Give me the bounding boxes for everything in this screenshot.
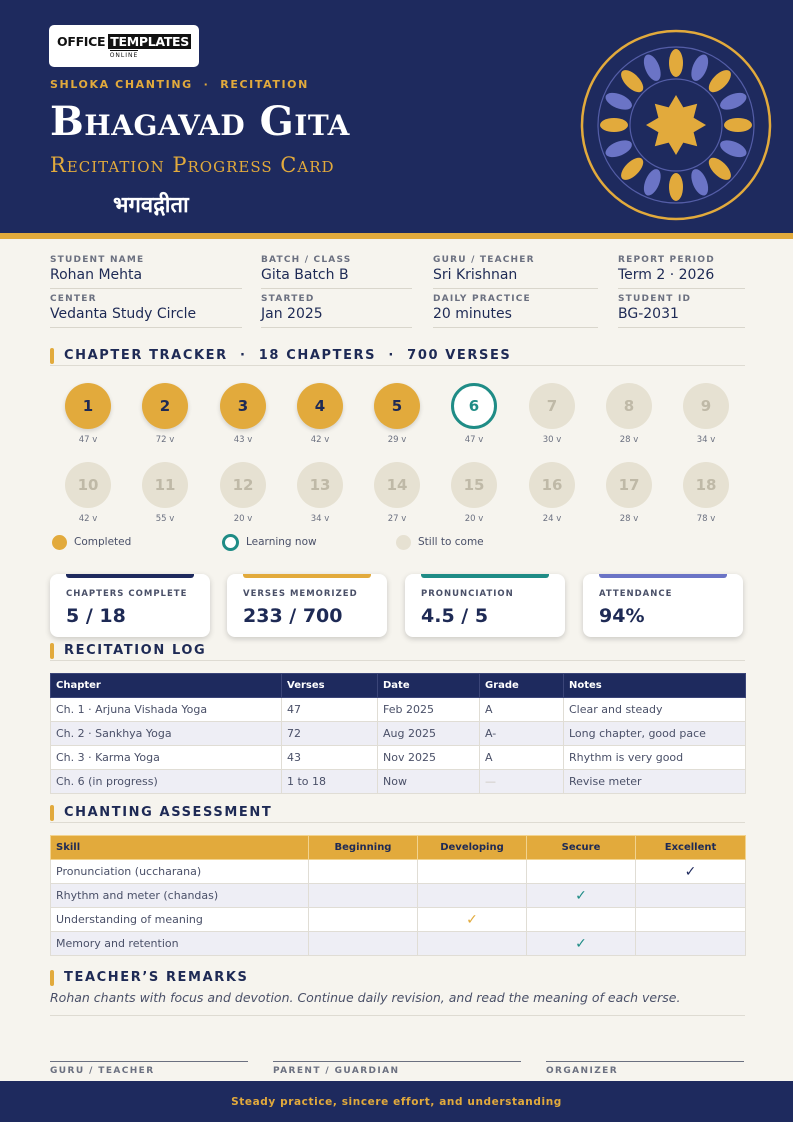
assessment-empty-cell	[636, 884, 746, 908]
stat-card-label: CHAPTERS COMPLETE	[66, 589, 188, 599]
chapter-circle: 18	[683, 462, 729, 508]
info-label: CENTER	[50, 294, 97, 304]
teacher-remarks-text: Rohan chants with focus and devotion. Continue daily revision, and read the meaning of each verse.	[50, 990, 745, 1016]
stat-card	[227, 574, 387, 637]
stat-card-value: 233 / 700	[243, 605, 343, 627]
log-column-header: Verses	[282, 674, 378, 698]
footer-tagline: Steady practice, sincere effort, and understanding	[231, 1095, 562, 1108]
brand-logo	[49, 25, 199, 67]
chapter-circle: 13	[297, 462, 343, 508]
info-value: Term 2 · 2026	[618, 267, 715, 283]
section-accent-bar	[50, 970, 54, 986]
info-value: BG-2031	[618, 306, 679, 322]
check-icon: ✓	[527, 884, 636, 908]
chapter-circle: 10	[65, 462, 111, 508]
table-row	[51, 932, 746, 956]
chapter-verse-count: 47 v	[464, 435, 484, 445]
stat-card	[50, 574, 210, 637]
header-divider	[0, 233, 793, 239]
assessment-empty-cell	[309, 908, 418, 932]
info-label: STARTED	[261, 294, 315, 304]
chapter-verse-count: 29 v	[387, 435, 407, 445]
chapter-verse-count: 55 v	[155, 514, 175, 524]
assessment-column-header: Skill	[51, 836, 309, 860]
chapter-circle: 5	[374, 383, 420, 429]
log-cell: Ch. 2 · Sankhya Yoga	[51, 722, 282, 746]
log-cell: 43	[282, 746, 378, 770]
log-cell: Ch. 3 · Karma Yoga	[51, 746, 282, 770]
chapter-verse-count: 47 v	[78, 435, 98, 445]
logo-text-online: ONLINE	[109, 51, 139, 59]
log-cell: A	[480, 698, 564, 722]
log-cell: —	[480, 770, 564, 794]
stat-card-value: 4.5 / 5	[421, 605, 489, 627]
info-field	[618, 294, 745, 328]
chapter-verse-count: 28 v	[619, 514, 639, 524]
info-value: Gita Batch B	[261, 267, 349, 283]
stat-card-value: 5 / 18	[66, 605, 126, 627]
chapter-tracker-heading	[50, 348, 745, 366]
chapter-circle: 8	[606, 383, 652, 429]
chapter-verse-count: 72 v	[155, 435, 175, 445]
log-cell: Rhythm is very good	[564, 746, 746, 770]
log-cell: Ch. 6 (in progress)	[51, 770, 282, 794]
check-icon: ✓	[527, 932, 636, 956]
check-icon: ✓	[636, 860, 746, 884]
chapter-circle: 9	[683, 383, 729, 429]
table-row	[51, 908, 746, 932]
info-value: Jan 2025	[261, 306, 323, 322]
chanting-assessment-heading	[50, 805, 745, 823]
assessment-skill: Pronunciation (uccharana)	[51, 860, 309, 884]
chapter-verse-count: 78 v	[696, 514, 716, 524]
chapter-verse-count: 24 v	[542, 514, 562, 524]
recitation-log-title: RECITATION LOG	[64, 643, 207, 658]
log-cell: Aug 2025	[378, 722, 480, 746]
legend-completed-dot	[52, 535, 67, 550]
log-cell: Revise meter	[564, 770, 746, 794]
recitation-log-heading	[50, 643, 745, 661]
logo-text-office: OFFICE	[57, 33, 106, 49]
chapter-circle: 14	[374, 462, 420, 508]
table-row	[51, 698, 746, 722]
stat-card-label: VERSES MEMORIZED	[243, 589, 358, 599]
chapter-verse-count: 20 v	[233, 514, 253, 524]
section-accent-bar	[50, 643, 54, 659]
legend-completed-label: Completed	[74, 536, 132, 548]
signature-label-parent: PARENT / GUARDIAN	[273, 1066, 400, 1076]
chapter-verse-count: 28 v	[619, 435, 639, 445]
assessment-skill: Memory and retention	[51, 932, 309, 956]
signature-line-guru	[50, 1061, 248, 1062]
info-label: DAILY PRACTICE	[433, 294, 531, 304]
chapter-circle: 17	[606, 462, 652, 508]
info-value: Vedanta Study Circle	[50, 306, 197, 322]
stat-card-accent	[66, 574, 194, 578]
log-cell: A	[480, 746, 564, 770]
stat-card-accent	[243, 574, 371, 578]
info-field	[261, 294, 412, 328]
sanskrit-title: भगवद्गीता	[113, 193, 189, 218]
stat-card	[405, 574, 565, 637]
assessment-column-header: Developing	[418, 836, 527, 860]
log-cell: Nov 2025	[378, 746, 480, 770]
log-cell: Feb 2025	[378, 698, 480, 722]
stat-card	[583, 574, 743, 637]
table-row	[51, 746, 746, 770]
assessment-column-header: Beginning	[309, 836, 418, 860]
log-cell: Long chapter, good pace	[564, 722, 746, 746]
info-label: STUDENT ID	[618, 294, 692, 304]
chapter-circle: 16	[529, 462, 575, 508]
info-field	[618, 255, 745, 289]
chapter-verse-count: 34 v	[696, 435, 716, 445]
signature-line-organizer	[546, 1061, 744, 1062]
assessment-empty-cell	[418, 860, 527, 884]
legend-learning-dot	[222, 534, 239, 551]
info-field	[261, 255, 412, 289]
assessment-empty-cell	[309, 932, 418, 956]
chapter-circle: 3	[220, 383, 266, 429]
assessment-skill: Rhythm and meter (chandas)	[51, 884, 309, 908]
chapter-verse-count: 27 v	[387, 514, 407, 524]
legend-learning-label: Learning now	[246, 536, 317, 548]
signature-label-organizer: ORGANIZER	[546, 1066, 619, 1076]
page-title: Bhagavad Gita	[50, 98, 350, 145]
teacher-remarks-title: TEACHER’S REMARKS	[64, 970, 249, 985]
page-subtitle: Recitation Progress Card	[50, 153, 335, 177]
assessment-empty-cell	[527, 908, 636, 932]
assessment-empty-cell	[418, 884, 527, 908]
chapter-tracker-title: CHAPTER TRACKER · 18 CHAPTERS · 700 VERSES	[64, 348, 512, 363]
table-row	[51, 860, 746, 884]
chapter-circle: 1	[65, 383, 111, 429]
assessment-column-header: Secure	[527, 836, 636, 860]
signature-label-guru: GURU / TEACHER	[50, 1066, 155, 1076]
legend-todo-label: Still to come	[418, 536, 484, 548]
chanting-assessment-table	[50, 835, 746, 956]
assessment-empty-cell	[527, 860, 636, 884]
info-field	[50, 294, 242, 328]
log-column-header: Grade	[480, 674, 564, 698]
table-row	[51, 770, 746, 794]
signature-line-parent	[273, 1061, 521, 1062]
info-label: STUDENT NAME	[50, 255, 145, 265]
chapter-circle: 7	[529, 383, 575, 429]
chapter-circle: 6	[451, 383, 497, 429]
log-cell: Now	[378, 770, 480, 794]
log-cell: 72	[282, 722, 378, 746]
section-accent-bar	[50, 805, 54, 821]
stat-card-accent	[599, 574, 727, 578]
info-field	[433, 294, 598, 328]
chapter-verse-count: 20 v	[464, 514, 484, 524]
footer-band	[0, 1081, 793, 1122]
chapter-circle: 11	[142, 462, 188, 508]
stat-card-value: 94%	[599, 605, 645, 627]
legend-todo-dot	[396, 535, 411, 550]
logo-text-templates: TEMPLATES	[110, 33, 189, 49]
teacher-remarks-heading	[50, 970, 745, 988]
stat-card-label: PRONUNCIATION	[421, 589, 514, 599]
log-cell: A-	[480, 722, 564, 746]
stat-card-accent	[421, 574, 549, 578]
info-field	[50, 255, 242, 289]
chapter-verse-count: 34 v	[310, 514, 330, 524]
assessment-empty-cell	[418, 932, 527, 956]
assessment-column-header: Excellent	[636, 836, 746, 860]
info-field	[433, 255, 598, 289]
chapter-circle: 4	[297, 383, 343, 429]
section-accent-bar	[50, 348, 54, 364]
info-label: BATCH / CLASS	[261, 255, 352, 265]
assessment-empty-cell	[309, 860, 418, 884]
log-column-header: Notes	[564, 674, 746, 698]
table-row	[51, 722, 746, 746]
check-icon: ✓	[418, 908, 527, 932]
assessment-empty-cell	[636, 932, 746, 956]
stat-card-label: ATTENDANCE	[599, 589, 673, 599]
chapter-verse-count: 42 v	[78, 514, 98, 524]
log-cell: 1 to 18	[282, 770, 378, 794]
recitation-log-table	[50, 673, 746, 794]
log-column-header: Chapter	[51, 674, 282, 698]
log-column-header: Date	[378, 674, 480, 698]
log-cell: Ch. 1 · Arjuna Vishada Yoga	[51, 698, 282, 722]
chapter-circle: 2	[142, 383, 188, 429]
assessment-skill: Understanding of meaning	[51, 908, 309, 932]
info-label: GURU / TEACHER	[433, 255, 535, 265]
assessment-empty-cell	[636, 908, 746, 932]
table-row	[51, 884, 746, 908]
log-cell: 47	[282, 698, 378, 722]
mandala-emblem-icon	[578, 27, 774, 223]
log-cell: Clear and steady	[564, 698, 746, 722]
info-value: Sri Krishnan	[433, 267, 518, 283]
info-value: Rohan Mehta	[50, 267, 143, 283]
header-kicker: SHLOKA CHANTING · RECITATION	[50, 78, 309, 91]
chapter-circle: 15	[451, 462, 497, 508]
chapter-verse-count: 43 v	[233, 435, 253, 445]
chapter-circle: 12	[220, 462, 266, 508]
info-value: 20 minutes	[433, 306, 512, 322]
chapter-verse-count: 42 v	[310, 435, 330, 445]
chapter-verse-count: 30 v	[542, 435, 562, 445]
chanting-assessment-title: CHANTING ASSESSMENT	[64, 805, 273, 820]
info-label: REPORT PERIOD	[618, 255, 715, 265]
assessment-empty-cell	[309, 884, 418, 908]
